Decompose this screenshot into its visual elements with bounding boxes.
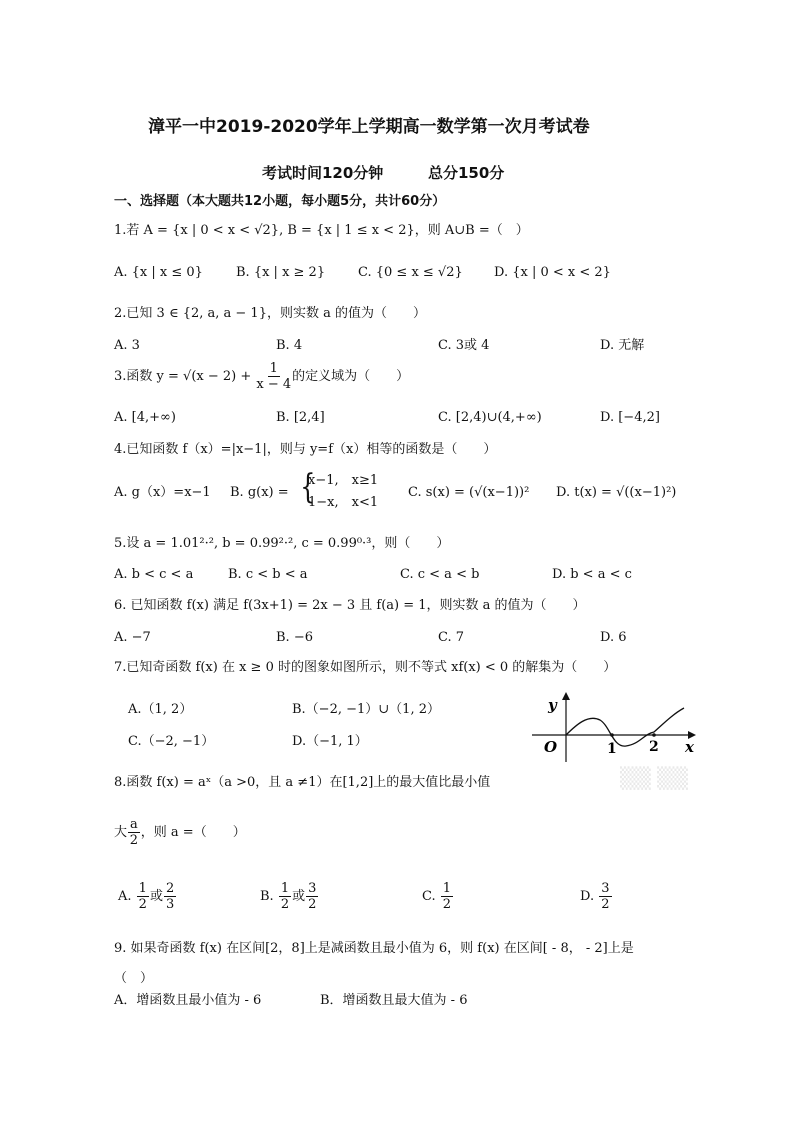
q9-option-b: B．增函数且最大值为 - 6	[320, 993, 468, 1008]
q8-option-b-label: B.	[260, 889, 274, 904]
q3-option-c: C. [2,4)∪(4,+∞)	[438, 410, 542, 425]
q8-option-a-frac2	[164, 881, 176, 912]
q4-piece-2: 1−x, x<1	[308, 495, 379, 510]
q6-option-b: B. −6	[276, 630, 313, 645]
q2-option-b: B. 4	[276, 338, 303, 353]
tick-label-2: 2	[649, 739, 659, 755]
q8-c-d1: 2	[442, 897, 452, 912]
q8-c-n1: 1	[442, 881, 452, 896]
q9-stem: 9. 如果奇函数 f(x) 在区间[2，8]上是减函数且最小值为 6，则 f(x) 在区间[ - 8， - 2]上是	[114, 941, 634, 956]
q7-option-c: C.（−2, −1）	[128, 734, 215, 749]
q8-option-b-frac1	[279, 881, 291, 912]
y-axis-label: y	[548, 696, 557, 714]
q4-option-d: D. t(x) = √((x−1)²)	[556, 485, 677, 500]
watermark-icon: ▒▒ ▒▒	[620, 766, 688, 790]
q8-d-n1: 3	[601, 881, 610, 896]
tick-label-1: 1	[607, 741, 617, 757]
q8-frac-num: a	[130, 817, 138, 832]
q8-frac-den: 2	[129, 833, 139, 848]
q5-option-d: D. b < a < c	[552, 567, 632, 582]
q8-option-b-frac2	[306, 881, 318, 912]
q8-b-or: 或	[292, 889, 306, 904]
q8-b-d1: 2	[280, 897, 290, 912]
q8-b-n1: 1	[280, 881, 290, 896]
q8-option-d-frac	[599, 881, 611, 912]
q7-option-b: B.（−2, −1）∪（1, 2）	[292, 702, 440, 717]
q6-option-a: A. −7	[114, 630, 151, 645]
q5-option-a: A. b < c < a	[114, 567, 194, 582]
q4-brace-icon: {	[300, 467, 316, 507]
section-heading: 一、选择题（本大题共12小题，每小题5分，共计60分）	[114, 194, 446, 209]
q8-option-c-label: C.	[422, 889, 436, 904]
q6-option-c: C. 7	[438, 630, 465, 645]
q8-a-or: 或	[149, 889, 163, 904]
q2-option-d: D. 无解	[600, 338, 645, 353]
curve	[566, 708, 684, 746]
q5-stem: 5.设 a = 1.01²·², b = 0.99²·², c = 0.99⁰·³，则（ ）	[114, 536, 450, 551]
x-axis-label: x	[685, 738, 694, 756]
q2-option-c: C. 3或 4	[438, 338, 490, 353]
q3-fraction	[256, 361, 291, 392]
q8-fraction	[128, 817, 140, 848]
q7-option-d: D.（−1, 1）	[292, 734, 368, 749]
q7-option-a: A.（1, 2）	[128, 702, 193, 717]
q8-stem2-pre: 大	[114, 825, 128, 840]
q8-option-c-frac	[441, 881, 453, 912]
q8-option-b	[260, 880, 319, 914]
total-score: 总分150分	[428, 164, 505, 182]
y-axis-arrow-icon	[562, 692, 570, 700]
q8-option-a	[118, 880, 177, 914]
q2-stem: 2.已知 3 ∈ {2, a, a − 1}，则实数 a 的值为（ ）	[114, 306, 426, 321]
q8-a-d2: 3	[165, 897, 175, 912]
q4-option-a: A. g（x）=x−1	[114, 485, 211, 500]
q9-stem-line2: （ ）	[114, 971, 154, 986]
q8-option-d	[580, 880, 613, 914]
q1-option-b: B. {x | x ≥ 2}	[236, 265, 326, 280]
q3-option-a: A. [4,+∞)	[114, 410, 176, 425]
q5-option-b: B. c < b < a	[228, 567, 308, 582]
q3-stem-pre: 3.函数 y = √(x − 2) +	[114, 369, 256, 384]
q8-stem: 8.函数 f(x) = aˣ（a >0，且 a ≠1）在[1,2]上的最大值比最小值	[114, 775, 491, 790]
q3-frac-num: 1	[269, 361, 278, 376]
q6-option-d: D. 6	[600, 630, 627, 645]
q3-frac-den: x − 4	[256, 377, 292, 392]
q4-option-c: C. s(x) = (√(x−1))²	[408, 485, 530, 500]
q8-d-d1: 2	[601, 897, 610, 912]
page-title: 漳平一中2019-2020学年上学期高一数学第一次月考试卷	[148, 117, 590, 137]
q7-stem: 7.已知奇函数 f(x) 在 x ≥ 0 时的图象如图所示，则不等式 xf(x) < 0 的解集为（ ）	[114, 660, 617, 675]
q2-option-a: A. 3	[114, 338, 140, 353]
q3-option-b: B. [2,4]	[276, 410, 325, 425]
q8-a-n2: 2	[165, 881, 175, 896]
q8-b-d2: 2	[308, 897, 317, 912]
q1-option-a: A. {x | x ≤ 0}	[114, 265, 203, 280]
q6-stem: 6. 已知函数 f(x) 满足 f(3x+1) = 2x − 3 且 f(a) = 1，则实数 a 的值为（ ）	[114, 598, 586, 613]
q8-option-c	[422, 880, 454, 914]
q4-stem: 4.已知函数 f（x）=|x−1|，则与 y=f（x）相等的函数是（ ）	[114, 442, 497, 457]
q3-stem	[114, 360, 409, 394]
point-1	[610, 733, 614, 737]
q8-a-d1: 2	[138, 897, 147, 912]
q7-function-graph	[528, 690, 700, 762]
q8-stem-line2	[114, 816, 246, 850]
q4-piece-1: x−1, x≥1	[308, 473, 379, 488]
q8-option-d-label: D.	[580, 889, 595, 904]
q5-option-c: C. c < a < b	[400, 567, 480, 582]
q3-option-d: D. [−4,2]	[600, 410, 660, 425]
q8-a-n1: 1	[138, 881, 147, 896]
q8-stem2-post: ，则 a =（ ）	[140, 825, 246, 840]
q4-option-b: B. g(x) =	[230, 485, 289, 500]
q3-stem-post: 的定义域为（ ）	[292, 369, 410, 384]
q8-b-n2: 3	[308, 881, 317, 896]
q9-option-a: A．增函数且最小值为 - 6	[114, 993, 262, 1008]
point-2	[652, 733, 656, 737]
exam-time: 考试时间120分钟	[262, 164, 384, 182]
q1-option-c: C. {0 ≤ x ≤ √2}	[358, 265, 463, 280]
origin-label: O	[544, 738, 558, 756]
q1-option-d: D. {x | 0 < x < 2}	[494, 265, 611, 280]
q1-stem: 1.若 A = {x | 0 < x < √2}, B = {x | 1 ≤ x < 2}，则 A∪B =（ ）	[114, 223, 529, 238]
q8-option-a-frac1	[137, 881, 149, 912]
q8-option-a-label: A.	[118, 889, 132, 904]
